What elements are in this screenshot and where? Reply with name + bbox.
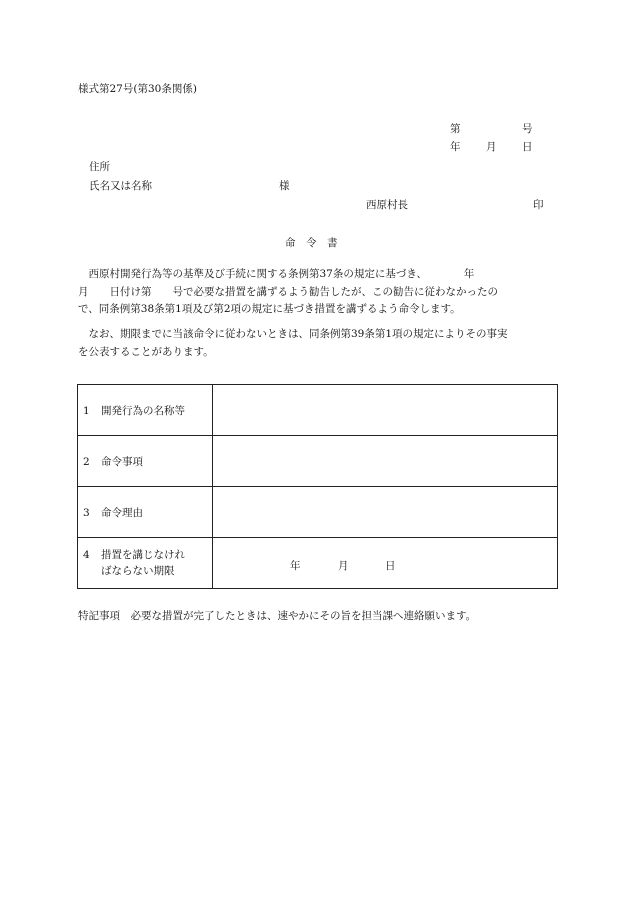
body-line: 西原村開発行為等の基準及び手続に関する条例第37条の規定に基づき、 年 [78,268,475,280]
table-row [78,436,558,487]
table-row [78,538,558,589]
deadline-year-label: 年 [290,560,301,572]
row-number: 4 [83,549,90,561]
deadline-day-label: 日 [385,560,396,572]
order-matter-value-cell[interactable] [213,436,558,487]
body-line: 月 日付け第 号で必要な措置を講ずるよう勧告したが、この勧告に従わなかったの [78,285,498,298]
table-row [78,385,558,436]
row-label-line: 措置を講じなけれ [101,549,185,561]
form-number: 様式第27号(第30条関係) [78,83,197,95]
address-label: 住所 [89,161,110,173]
body-paragraph-1 [78,266,558,319]
row-label-cell [78,487,213,538]
document-number-suffix: 号 [522,123,533,135]
body-line: なお、期限までに当該命令に従わないときは、同条例第39条第1項の規定によりその事実 [78,328,508,340]
seal-mark: 印 [533,199,544,211]
date-year-label: 年 [450,141,461,153]
development-name-value-cell[interactable] [213,385,558,436]
row-label-cell [78,385,213,436]
name-label: 氏名又は名称 [89,180,152,192]
row-label-cell [78,436,213,487]
row-number: 1 [83,404,90,417]
row-label-line: ばならない期限 [101,565,175,577]
body-line: を公表することがあります。 [78,345,214,358]
deadline-month-label: 月 [338,560,349,572]
row-label: 命令理由 [101,506,143,519]
table-row [78,487,558,538]
document-title: 命 令 書 [285,237,338,249]
date-day-label: 日 [522,141,533,153]
document-number-prefix: 第 [450,123,461,135]
body-line: で、同条例第38条第1項及び第2項の規定に基づき措置を講ずるよう命令します。 [78,303,461,315]
date-month-label: 月 [486,141,497,153]
honorific-sama: 様 [279,180,290,192]
special-notes: 特記事項 必要な措置が完了したときは、速やかにその旨を担当課へ連絡願います。 [78,610,477,622]
row-number: 2 [83,455,90,468]
body-paragraph-2 [78,326,558,361]
order-reason-value-cell[interactable] [213,487,558,538]
order-details-table [77,384,558,589]
row-label-cell [78,538,213,589]
row-label: 開発行為の名称等 [101,404,185,417]
row-number: 3 [83,506,90,519]
deadline-value-cell[interactable] [213,538,558,589]
sender-title: 西原村長 [366,199,408,211]
row-label: 命令事項 [101,455,143,468]
